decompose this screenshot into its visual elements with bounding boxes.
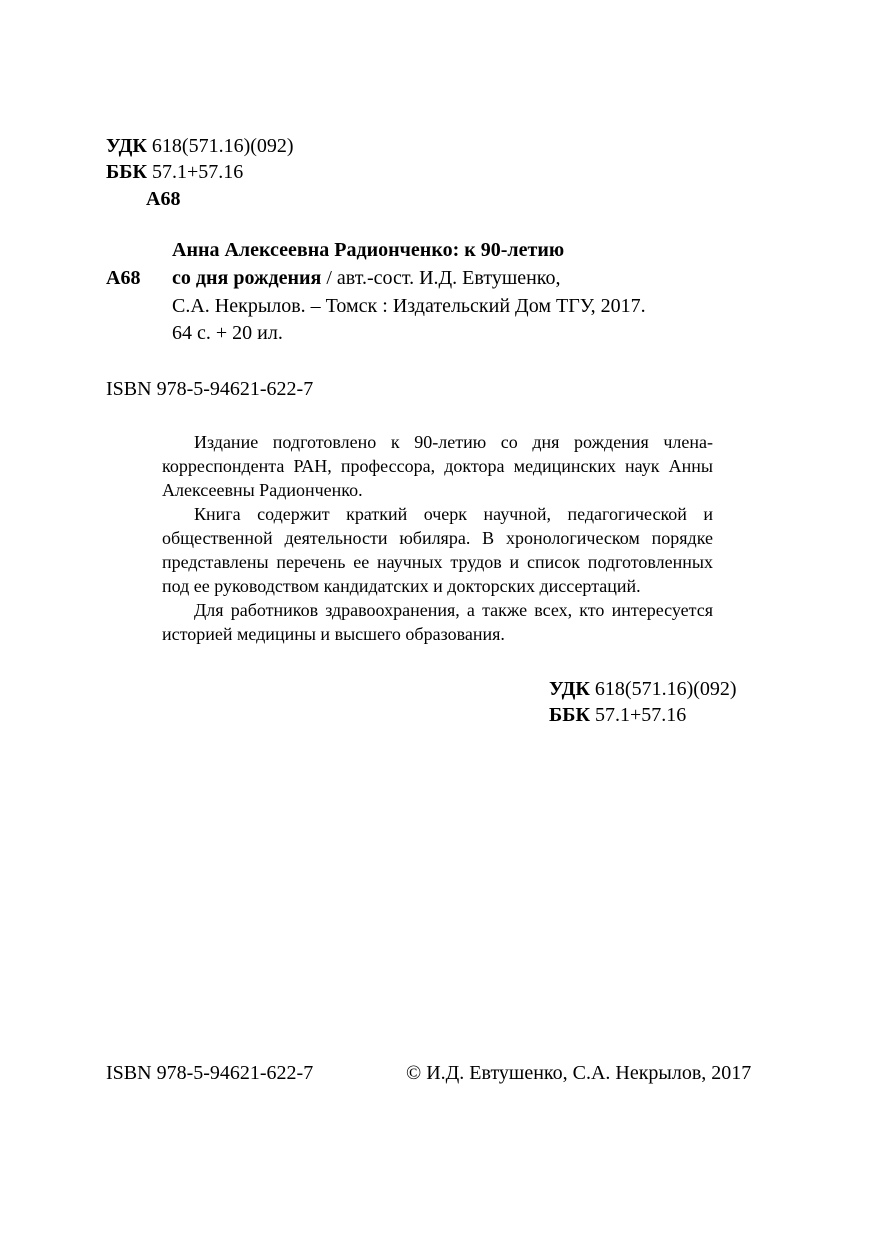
udk-value: 618(571.16)(092) [151,135,294,157]
book-title-line2 [172,265,561,291]
responsibility-statement: / авт.-сост. И.Д. Евтушенко, [321,267,561,289]
udk-code-bottom [549,676,737,702]
book-title-bold-part: со дня рождения [172,267,322,289]
bbk-code-bottom [549,702,686,728]
publication-info: С.А. Некрылов. – Томск : Издательский Дом ТГУ, 2017. [172,295,646,317]
abstract-paragraph-2: Книга содержит краткий очерк научной, педагогической и общественной деятельности юбиляра. В хронологическом порядке представлены перечень ее научных трудов и список подготовленных под ее руководством кандидатских и докторских диссертаций. [162,504,713,596]
book-title-line1: Анна Алексеевна Радионченко: к 90-летию [172,239,565,261]
udk-value: 618(571.16)(092) [594,678,737,700]
copyright-notice: © И.Д. Евтушенко, С.А. Некрылов, 2017 [406,1062,752,1084]
author-sign-top: А68 [146,188,181,210]
bbk-value: 57.1+57.16 [594,704,687,726]
author-sign-side: А68 [106,267,141,289]
abstract [162,430,713,646]
isbn-top: ISBN 978-5-94621-622-7 [106,378,314,400]
bbk-code-top [106,159,243,185]
isbn-bottom: ISBN 978-5-94621-622-7 [106,1062,314,1084]
physical-description: 64 с. + 20 ил. [172,322,283,344]
abstract-paragraph-3: Для работников здравоохранения, а также всех, кто интересуется историей медицины и высшего образования. [162,600,713,644]
bbk-label: ББК [106,161,147,183]
bbk-value: 57.1+57.16 [151,161,244,183]
udk-label: УДК [106,135,147,157]
udk-code-top [106,133,294,159]
udk-label: УДК [549,678,590,700]
abstract-paragraph-1: Издание подготовлено к 90-летию со дня рождения члена-корреспондента РАН, профессора, доктора медицинских наук Анны Алексеевны Радионченко. [162,432,713,500]
bbk-label: ББК [549,704,590,726]
